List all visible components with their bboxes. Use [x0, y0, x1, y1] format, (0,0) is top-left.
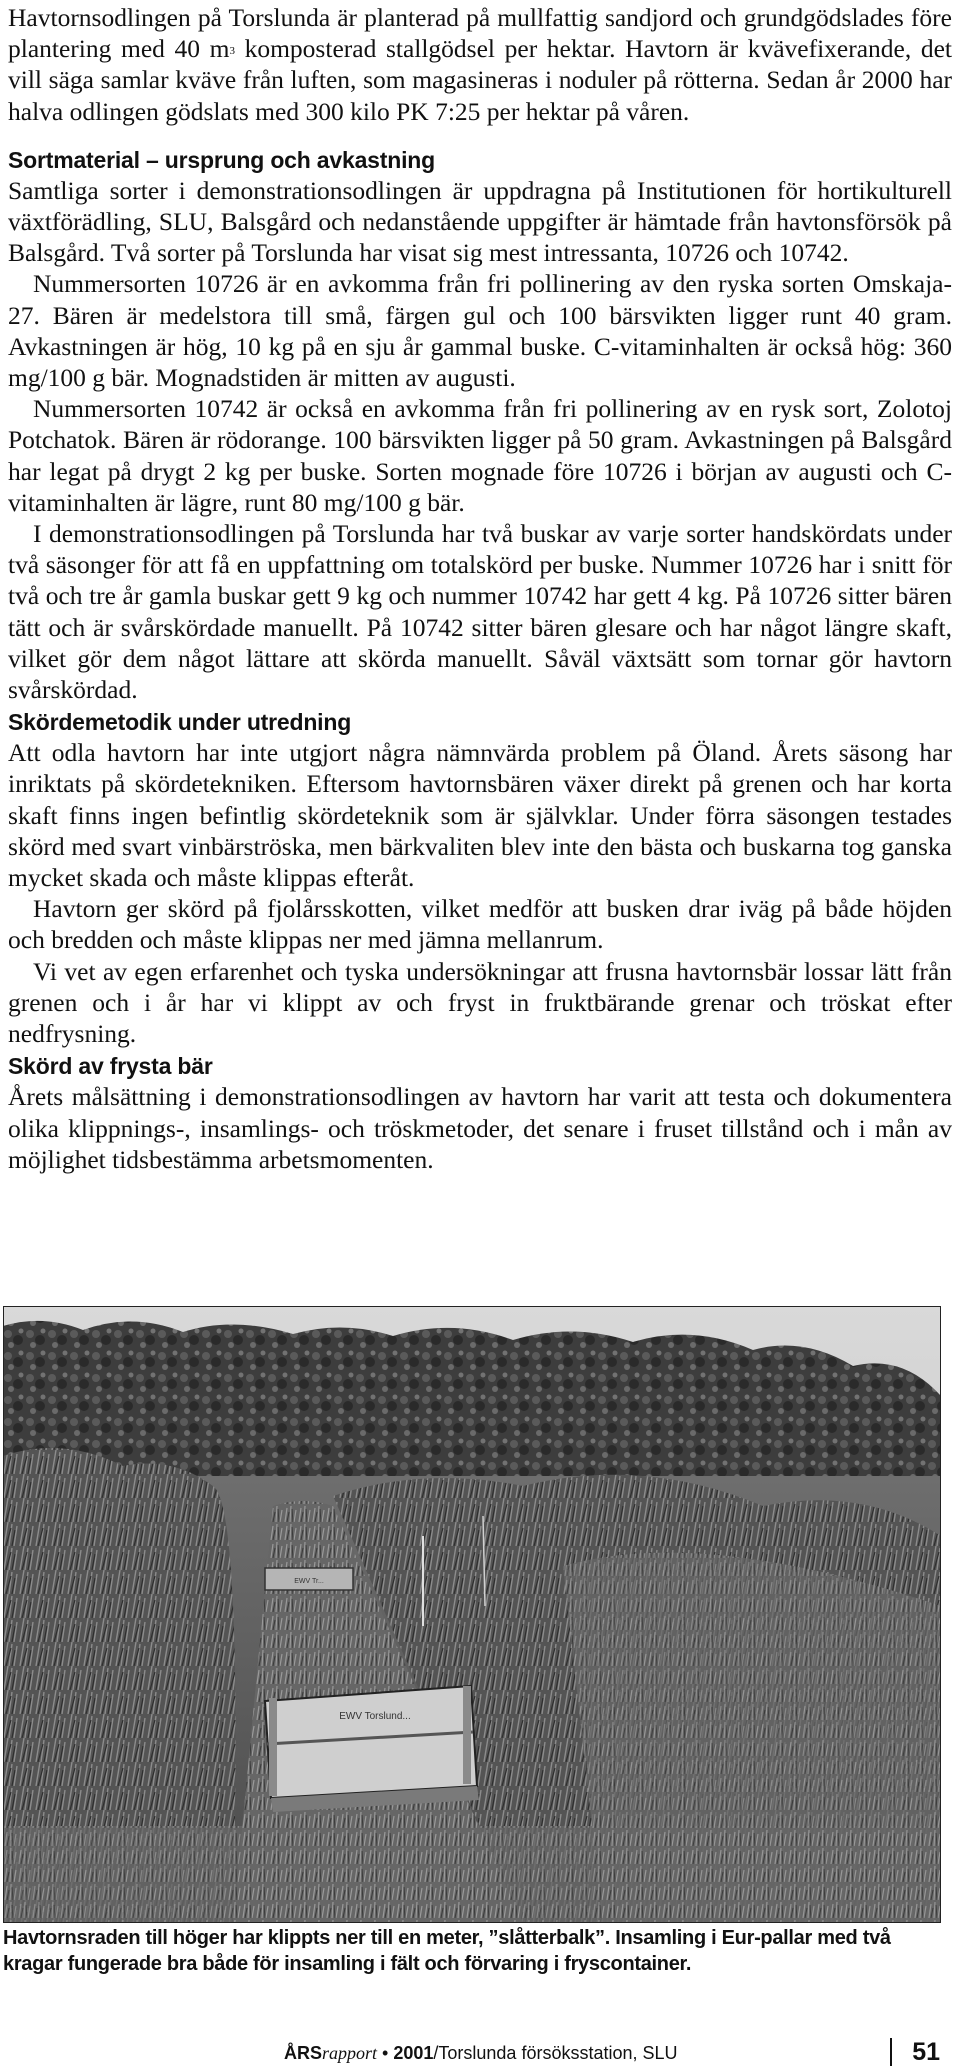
photo-illustration — [3, 1306, 941, 1923]
section-paragraph: Årets målsättning i demonstrationsodlingen av havtorn har varit att testa och dokumentera olika klippnings-, insamlings- och tröskmetoder, det senare i fruset tillstånd och i mån av möjlighet tidsbestämma arbetsmomenten. — [8, 1082, 952, 1174]
section-paragraph: Att odla havtorn har inte utgjort några nämnvärda problem på Öland. Årets säsong har inriktats på skördetekniken. Eftersom havtornsbären växer direkt på grenen och har korta skaft finns ingen befintlig skördeteknik som är självklar. Under förra säsongen testades skörd med svart vinbärströska, men bärkvaliten blev inte den bästa och buskarna tog ganska mycket skada och måste klippas efteråt. — [8, 738, 952, 893]
section-heading: Sortmaterial – ursprung och avkastning — [8, 146, 435, 173]
section-heading: Skördemetodik under utredning — [8, 709, 352, 736]
section-paragraph: Nummersorten 10742 är också en avkomma från fri pollinering av en rysk sort, Zolotoj Potchatok. Bären är rödorange. 100 bärsvikten ligger på 50 gram. Avkastningen på Balsgård har legat på drygt 2 kg per buske. Sorten mognade före 10726 i början av augusti och C-vitaminhalten är lägre, runt 80 mg/100 g bär. — [8, 394, 952, 517]
section-skordemetodik — [8, 707, 952, 1049]
sea-buckthorn-row-photo — [3, 1306, 941, 1923]
section-paragraph: I demonstrationsodlingen på Torslunda har två buskar av varje sorter handskördats under två säsonger för att få en uppfattning om totalskörd per buske. Nummer 10726 har i snitt för två och tre år gamla buskar gett 9 kg och nummer 10742 har gett 4 kg. På 10726 sitter bären tätt och är svårskördade manuellt. På 10742 sitter bären glesare och har något längre skaft, vilket gör dem något lättare att skörda manuellt. Såväl växtsätt som tornar gör havtorn svårskördad. — [8, 519, 952, 705]
pallet-upper — [265, 1568, 353, 1590]
section-sortmaterial — [8, 145, 952, 705]
pallet-lower — [265, 1686, 479, 1812]
section-paragraph: Samtliga sorter i demonstrationsodlingen är uppdragna på Institutionen för hortikulturell växtförädling, SLU, Balsgård och nedanstående uppgifter är hämtade från havtonsförsök på Balsgård. Två sorter på Torslunda har visat sig mest intressanta, 10726 och 10742. — [8, 175, 952, 268]
publication-reference: ÅRSrapport • 2001/Torslunda försöksstation, SLU — [284, 2043, 678, 2063]
intro-paragraph: Havtornsodlingen på Torslunda är planterad på mullfattig sandjord och grundgödslades före plantering med 40 $m^3$ komposterad stallgödsel per hektar. Havtorn är kvävefixerande, det vill säga samlar kväve från luften, som magasineras i noduler på rötterna. Sedan år 2000 har halva odlingen gödslats med 300 kilo PK 7:25 per hektar på våren. — [8, 3, 953, 126]
section-paragraph: Nummersorten 10726 är en avkomma från fri pollinering av den ryska sorten Omskaja-27. Bären är medelstora till små, färgen gul och 100 bärsvikten ligger runt 40 gram. Avkastningen är hög, 10 kg på en sju år gammal buske. C-vitaminhalten är också hög: 360 mg/100 g bär. Mognadstiden är mitten av augusti. — [8, 269, 952, 393]
document-page — [8, 0, 952, 1175]
section-paragraph: Vi vet av egen erfarenhet och tyska undersökningar att frusna havtornsbär lossar lätt från grenen och i år har vi klippt av och fryst in fruktbärande grenar och tröskat efter nedfrysning. — [8, 956, 952, 1049]
pallet-lower-label: EWV Torslund... — [339, 1711, 411, 1722]
photo-caption: Havtornsraden till höger har klippts ner till en meter, ”slåtterbalk”. Insamling i Eur-pallar med två kragar fungerade bra både för insamling i fält och förvaring i fryscontainer. — [3, 1927, 891, 1975]
page-number: 51 — [912, 2038, 940, 2066]
section-heading: Skörd av frysta bär — [8, 1053, 213, 1080]
intro-section — [8, 2, 952, 127]
section-skord-frysta-bar — [8, 1051, 952, 1175]
page-footer — [0, 2034, 944, 2068]
section-paragraph: Havtorn ger skörd på fjolårsskotten, vilket medför att busken drar iväg på både höjden och bredden och måste klippas ner med jämna mellanrum. — [8, 894, 952, 955]
footer-divider — [890, 2038, 892, 2066]
pallet-upper-label: EWV Tr... — [294, 1578, 324, 1585]
